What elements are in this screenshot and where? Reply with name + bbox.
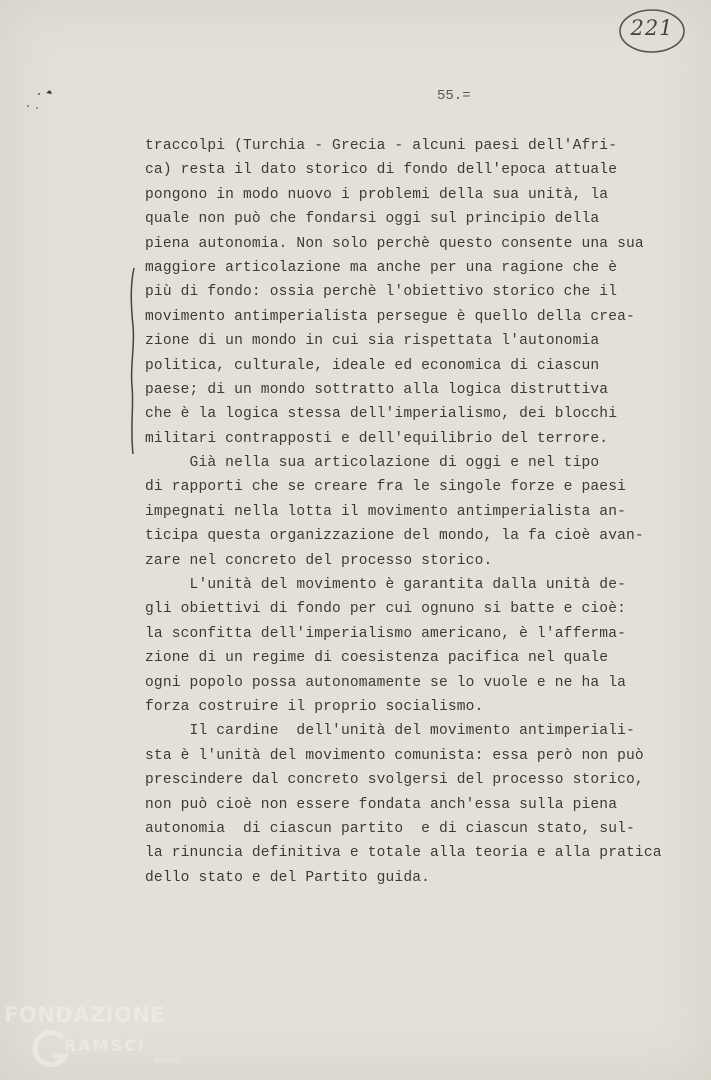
text-line: ticipa questa organizzazione del mondo, la fa cioè avan-: [145, 528, 644, 545]
text-line: movimento antimperialista persegue è quello della crea-: [145, 308, 635, 325]
text-line: paese; di un mondo sottratto alla logica distruttiva: [145, 381, 609, 398]
text-line: prescindere dal concreto svolgersi del processo storico,: [145, 772, 644, 789]
text-line: zione di un mondo in cui sia rispettata l'autonomia: [145, 333, 600, 350]
text-line: impegnati nella lotta il movimento antimperialista an-: [145, 503, 627, 520]
text-line: L'unità del movimento è garantita dalla unità de-: [145, 577, 627, 594]
text-line: autonomia di ciascun partito e di ciascun stato, sul-: [145, 820, 635, 837]
text-line: dello stato e del Partito guida.: [145, 869, 431, 886]
text-line: ogni popolo possa autonomamente se lo vuole e ne ha la: [145, 674, 627, 691]
text-line: zione di un regime di coesistenza pacifica nel quale: [145, 650, 609, 667]
watermark-logo: [4, 1003, 204, 1078]
text-line: di rapporti che se creare fra le singole forze e paesi: [145, 479, 627, 496]
text-line: gli obiettivi di fondo per cui ognuno si batte e cioè:: [145, 601, 627, 618]
binding-marks-icon: [22, 86, 62, 116]
text-line: militari contrapposti e dell'equilibrio del terrore.: [145, 430, 609, 447]
text-line: Già nella sua articolazione di oggi e nel tipo: [145, 455, 600, 472]
watermark-line3: onlus: [154, 1055, 181, 1066]
text-line: non può cioè non essere fondata anch'essa sulla piena: [145, 796, 618, 813]
page-number: 55.=: [437, 88, 471, 104]
watermark-line2: RAMSCI: [64, 1036, 146, 1055]
text-line: più di fondo: ossia perchè l'obiettivo storico che il: [145, 284, 618, 301]
text-line: traccolpi (Turchia - Grecia - alcuni paesi dell'Afri-: [145, 138, 618, 154]
text-line: la rinuncia definitiva e totale alla teoria e alla pratica: [145, 845, 662, 862]
text-line: ca) resta il dato storico di fondo dell'epoca attuale: [145, 162, 618, 179]
text-line: forza costruire il proprio socialismo.: [145, 698, 484, 715]
text-line: Il cardine dell'unità del movimento antimperiali-: [145, 723, 635, 740]
archive-stamp: [618, 7, 686, 55]
archive-number: 221: [630, 16, 674, 40]
text-line: maggiore articolazione ma anche per una ragione che è: [145, 259, 618, 276]
text-line: sta è l'unità del movimento comunista: essa però non può: [145, 747, 644, 764]
margin-bracket-mark: [124, 266, 140, 456]
typed-body-text: [145, 134, 665, 890]
watermark-line1: FONDAZIONE: [4, 1003, 166, 1027]
text-line: quale non può che fondarsi oggi sul principio della: [145, 211, 600, 228]
text-line: zare nel concreto del processo storico.: [145, 552, 493, 569]
text-line: pongono in modo nuovo i problemi della sua unità, la: [145, 186, 609, 203]
text-line: la sconfitta dell'imperialismo americano, è l'afferma-: [145, 625, 627, 642]
text-line: piena autonomia. Non solo perchè questo consente una sua: [145, 235, 644, 252]
text-line: politica, culturale, ideale ed economica di ciascun: [145, 357, 600, 374]
text-line: che è la logica stessa dell'imperialismo, dei blocchi: [145, 406, 618, 423]
